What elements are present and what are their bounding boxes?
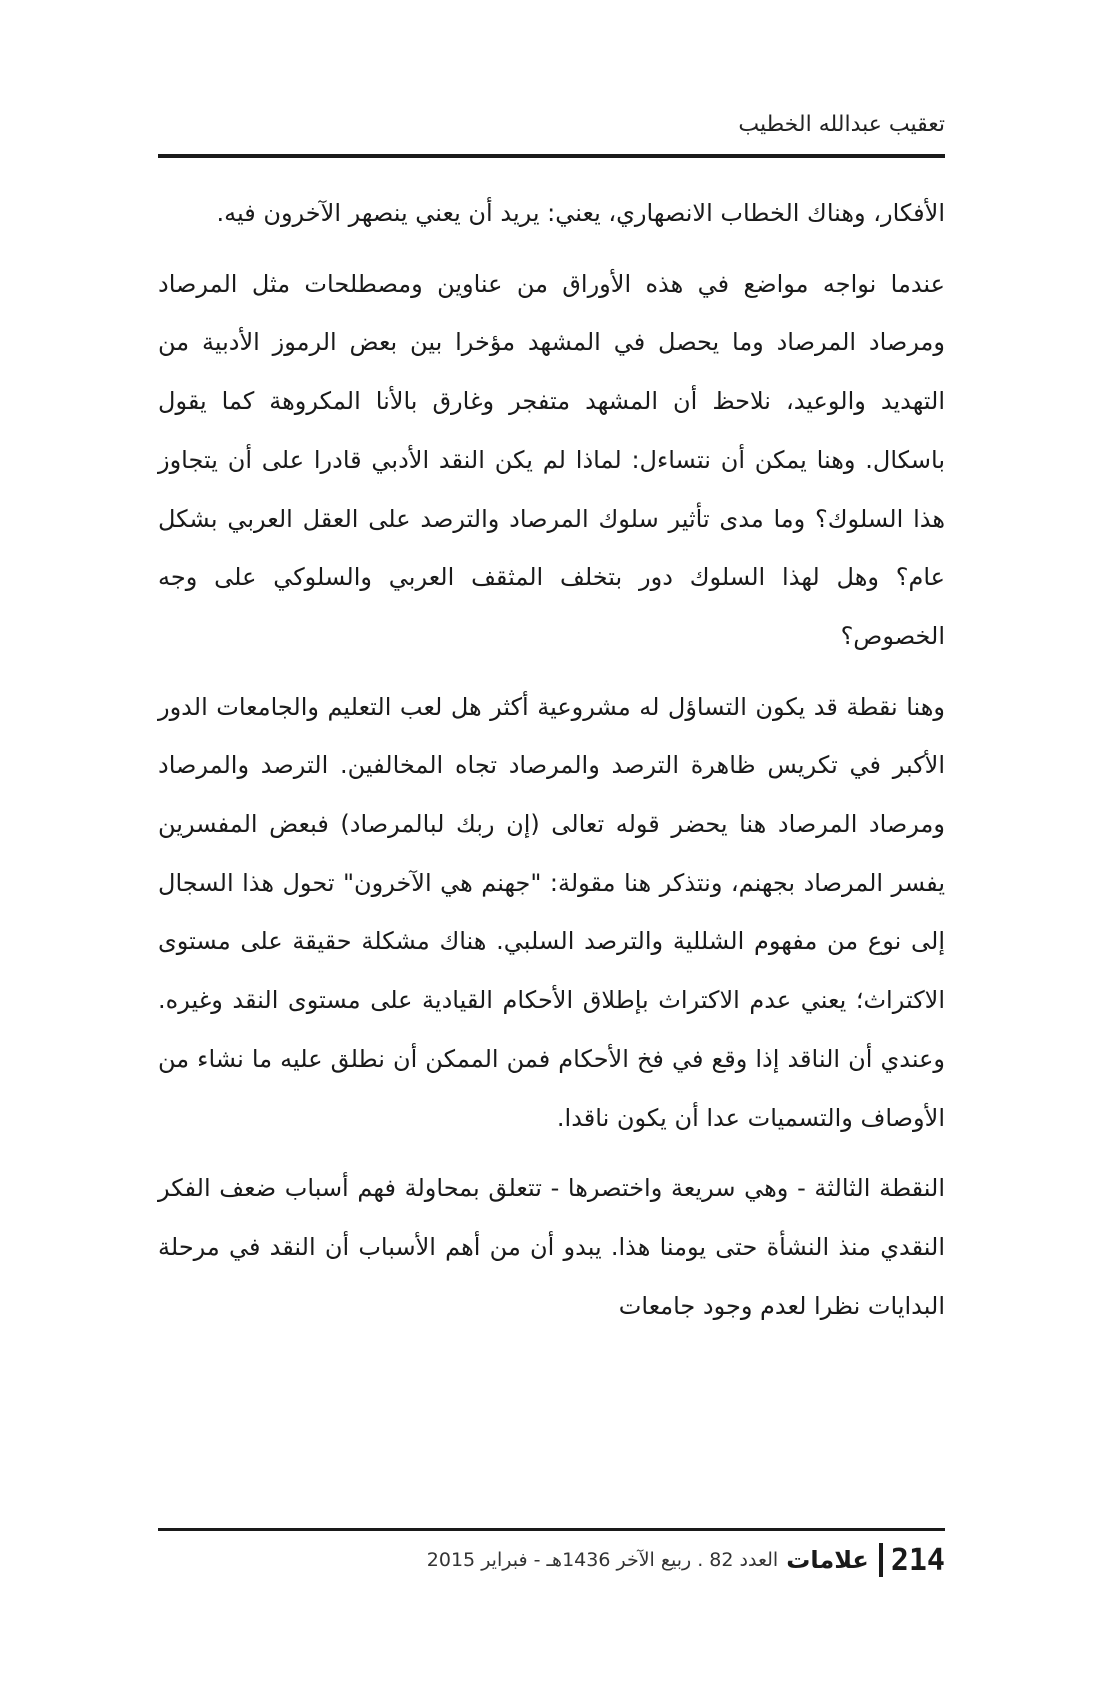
header-rule	[158, 154, 945, 158]
running-header: تعقيب عبدالله الخطيب	[738, 112, 945, 137]
footer-divider-bar	[879, 1543, 883, 1577]
page-footer	[158, 1540, 945, 1580]
page-number: 214	[890, 1542, 945, 1578]
magazine-logo: علامات	[786, 1546, 869, 1574]
paragraph-2: عندما نواجه مواضع في هذه الأوراق من عناوين ومصطلحات مثل المرصاد ومرصاد المرصاد وما يحصل في المشهد مؤخرا بين بعض الرموز الأدبية من التهديد والوعيد، نلاحظ أن المشهد متفجر وغارق بالأنا المكروهة كما يقول باسكال. وهنا يمكن أن نتساءل: لماذا لم يكن النقد الأدبي قادرا على أن يتجاوز هذا السلوك؟ وما مدى تأثير سلوك المرصاد والترصد على العقل العربي بشكل عام؟ وهل لهذا السلوك دور بتخلف المثقف العربي والسلوكي على وجه الخصوص؟	[158, 269, 945, 650]
paragraph-1: الأفكار، وهناك الخطاب الانصهاري، يعني: يريد أن يعني ينصهر الآخرون فيه.	[216, 199, 945, 227]
paragraph-4: النقطة الثالثة - وهي سريعة واختصرها - تتعلق بمحاولة فهم أسباب ضعف الفكر النقدي منذ النشأة حتى يومنا هذا. يبدو أن من أهم الأسباب أن النقد في مرحلة البدايات نظرا لعدم وجود جامعات	[158, 1174, 945, 1320]
footer-rule	[158, 1528, 945, 1531]
body-text	[158, 184, 945, 1347]
paragraph-3: وهنا نقطة قد يكون التساؤل له مشروعية أكثر هل لعب التعليم والجامعات الدور الأكبر في تكريس ظاهرة الترصد والمرصاد تجاه المخالفين. الترصد والمرصاد ومرصاد المرصاد هنا يحضر قوله تعالى (إن ربك لبالمرصاد) فبعض المفسرين يفسر المرصاد بجهنم، ونتذكر هنا مقولة: "جهنم هي الآخرون" تحول هذا السجال إلى نوع من مفهوم الشللية والترصد السلبي. هناك مشكلة حقيقة على مستوى الاكتراث؛ يعني عدم الاكتراث بإطلاق الأحكام القيادية على مستوى النقد وغيره. وعندي أن الناقد إذا وقع في فخ الأحكام فمن الممكن أن نطلق عليه ما نشاء من الأوصاف والتسميات عدا أن يكون ناقدا.	[158, 692, 945, 1132]
issue-info: العدد 82 . ربيع الآخر 1436هـ - فبراير 2015	[426, 1549, 779, 1571]
